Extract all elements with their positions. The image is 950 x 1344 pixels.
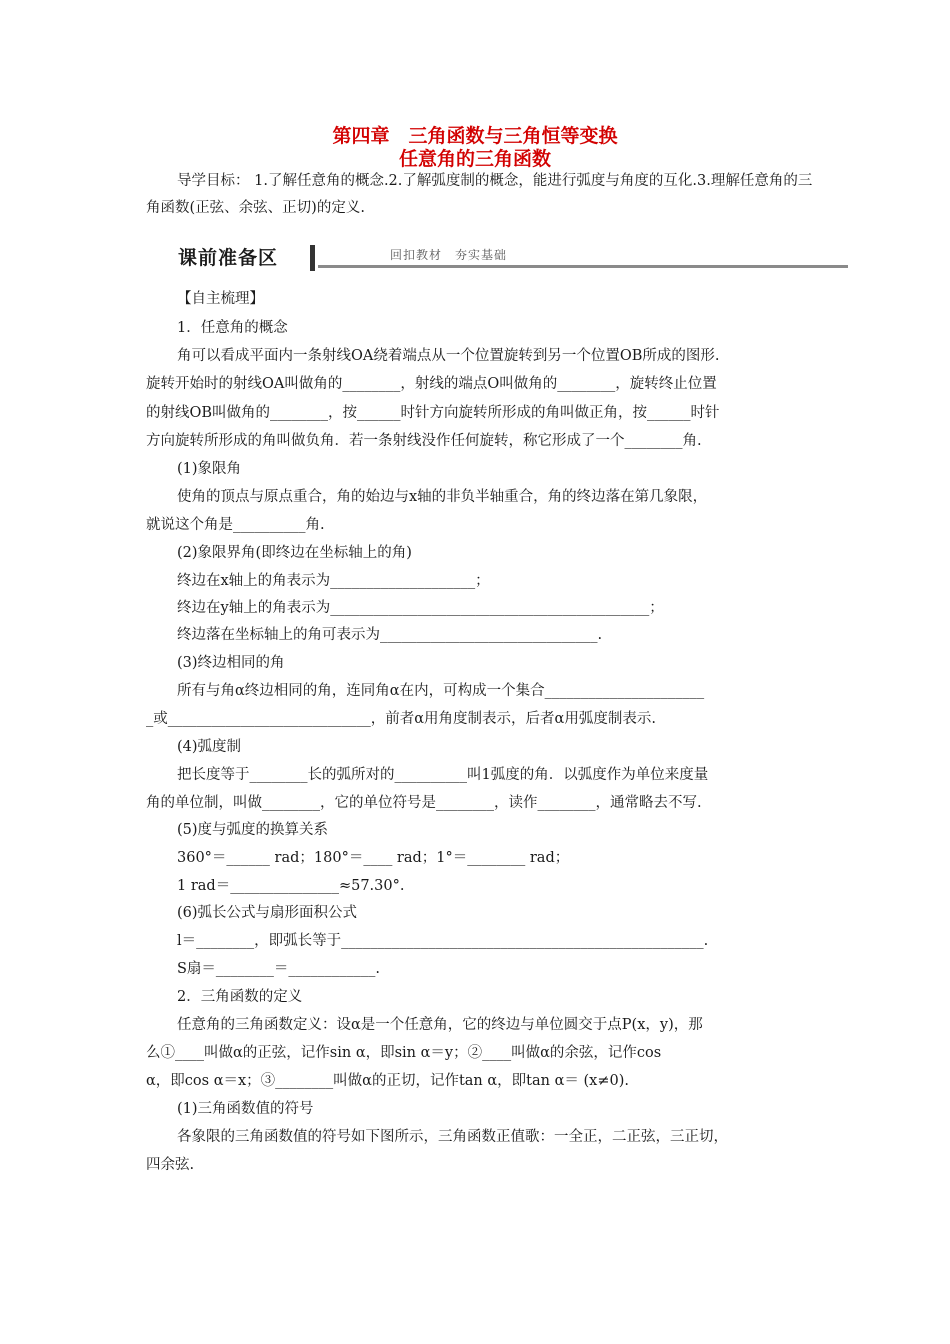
text-line: 1．任意角的概念 xyxy=(177,320,288,336)
section-divider xyxy=(310,245,315,271)
text-line: 所有与角α终边相同的角，连同角α在内，可构成一个集合______________________ xyxy=(177,683,705,699)
text-line: 把长度等于________长的弧所对的__________叫1弧度的角．以弧度作为单位来度量 xyxy=(177,767,709,783)
section-banner xyxy=(178,243,848,273)
chapter-title: 第四章 三角函数与三角恒等变换 xyxy=(332,125,618,147)
text-line: 方向旋转所形成的角叫做负角．若一条射线没作任何旋转，称它形成了一个________角. xyxy=(146,433,702,449)
text-line: 各象限的三角函数值的符号如下图所示，三角函数正值歌：一全正，二正弦，三正切， xyxy=(177,1129,728,1145)
section-title: 课前准备区 xyxy=(178,247,279,269)
text-line: (4)弧度制 xyxy=(177,739,242,755)
text-line: 1 rad＝_______________≈57.30°. xyxy=(177,878,405,894)
text-line: 角的单位制，叫做________，它的单位符号是________，读作________，通常略去不写. xyxy=(146,795,702,811)
text-line: S扇＝________＝____________. xyxy=(177,961,381,977)
text-line: 终边落在坐标轴上的角可表示为______________________________. xyxy=(177,627,603,643)
text-line: 四余弦. xyxy=(146,1157,195,1173)
text-line: l＝________，即弧长等于__________________________________________________. xyxy=(177,933,709,949)
text-line: (5)度与弧度的换算关系 xyxy=(177,822,329,838)
learning-goals: 导学目标： 1.了解任意角的概念.2.了解弧度制的概念，能进行弧度与角度的互化.3.理解任意角的三角函数(正弦、余弦、正切)的定义. xyxy=(146,173,813,216)
text-line: 么①____叫做α的正弦，记作sin α，即sin α＝y；②____叫做α的余弦，记作cos xyxy=(146,1045,662,1061)
text-line: 旋转开始时的射线OA叫做角的________，射线的端点O叫做角的________，旋转终止位置 xyxy=(146,376,717,392)
text-line: 的射线OB叫做角的________，按______时针方向旋转所形成的角叫做正角，按______时针 xyxy=(146,405,720,421)
text-line: 使角的顶点与原点重合，角的始边与x轴的非负半轴重合，角的终边落在第几象限， xyxy=(177,489,708,505)
text-line: 就说这个角是__________角. xyxy=(146,517,325,533)
text-line: 终边在y轴上的角表示为____________________________________________； xyxy=(177,600,664,616)
text-line: 2．三角函数的定义 xyxy=(177,989,303,1005)
text-line: 任意角的三角函数定义：设α是一个任意角，它的终边与单位圆交于点P(x，y)，那 xyxy=(177,1017,703,1033)
text-line: 360°＝______ rad；180°＝____ rad；1°＝________ rad； xyxy=(177,850,570,866)
lesson-title: 任意角的三角函数 xyxy=(398,148,551,170)
text-line: (2)象限界角(即终边在坐标轴上的角) xyxy=(177,545,412,561)
text-line: (6)弧长公式与扇形面积公式 xyxy=(177,905,358,921)
text-line: 角可以看成平面内一条射线OA绕着端点从一个位置旋转到另一个位置OB所成的图形. xyxy=(177,348,720,364)
text-line: (3)终边相同的角 xyxy=(177,655,285,671)
section-rule xyxy=(318,265,848,268)
text-line: α，即cos α＝x；③________叫做α的正切，记作tan α，即tan α＝ (x≠0). xyxy=(146,1073,629,1089)
text-line: (1)三角函数值的符号 xyxy=(177,1101,314,1117)
text-line: _或____________________________，前者α用角度制表示，后者α用弧度制表示. xyxy=(146,711,656,727)
text-line: 【自主梳理】 xyxy=(177,291,264,307)
text-line: 终边在x轴上的角表示为____________________； xyxy=(177,573,490,589)
section-subtitle: 回扣教材 夯实基础 xyxy=(390,248,508,262)
text-line: (1)象限角 xyxy=(177,461,242,477)
